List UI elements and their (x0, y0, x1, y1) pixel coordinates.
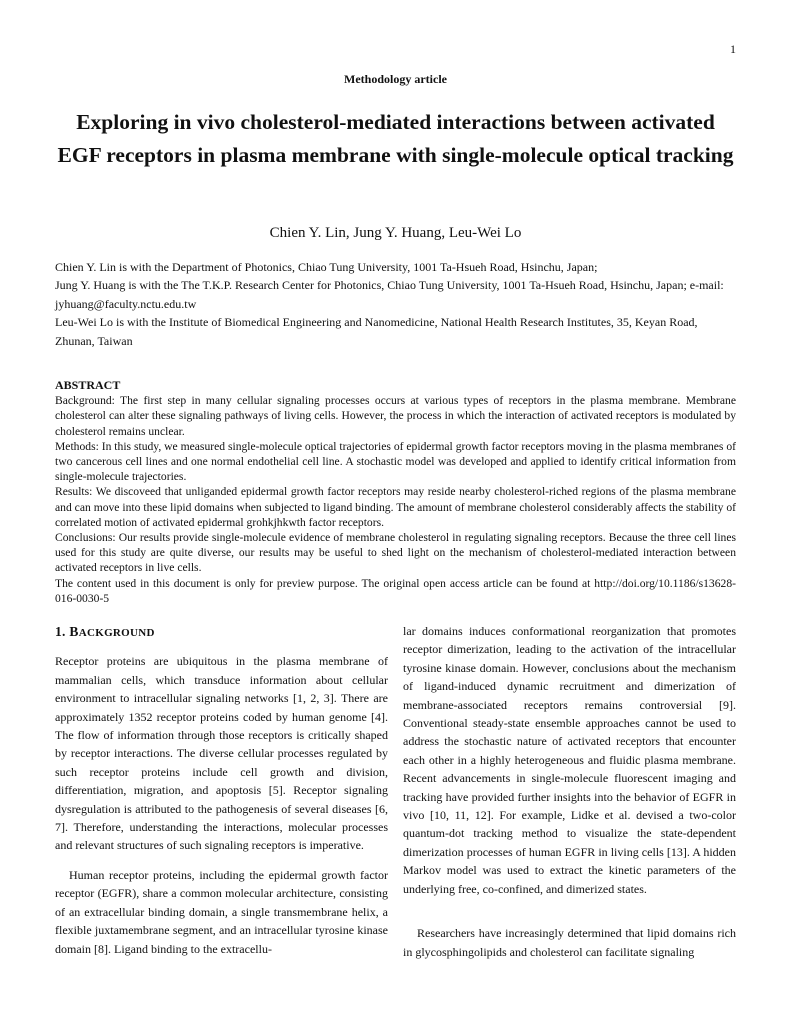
affiliation-1: Chien Y. Lin is with the Department of Photonics, Chiao Tung University, 1001 Ta-Hsueh Road, Hsinchu, Japan; (55, 260, 598, 274)
article-type: Methodology article (344, 72, 447, 86)
abstract-methods: Methods: In this study, we measured single-molecule optical trajectories of epidermal growth factor receptors moving in the plasma membranes of two cancerous cell lines and one normal endothelial cell line. A stochastic model was developed and applied to identify critical information from single-molecule trajectories. (55, 439, 736, 484)
body-paragraph: lar domains induces conformational reorganization that promotes receptor dimerization, leading to the activation of the intracellular tyrosine kinase domain. However, conclusions about the mechanism of ligand-induced dynamic recruitment and dimerization of membrane-associated receptors remains controversial [9]. Conventional steady-state ensemble approaches cannot be used to address the stochastic nature of activated receptors that encounter each other in a highly heterogeneous and fluidic plasma membrane. Recent advancements in single-molecule fluorescent imaging and tracking have provided further insights into the behavior of EGFR in vivo [10, 11, 12]. For example, Lidke et al. devised a two-color quantum-dot tracking method to visualize the state-dependent dimerization processes of human EGFR in living cells [13]. A hidden Markov model was used to extract the kinetic parameters of the underlying free, co-confined, and dimerized states. (403, 624, 736, 896)
abstract-conclusions: Conclusions: Our results provide single-molecule evidence of membrane cholesterol in regulating signaling receptors. Because the three cell lines used for this study are quite diverse, our results may be useful to shed light on the mechanism of cholesterol-mediated interaction between activated receptors in live cells. (55, 531, 736, 575)
section-heading (55, 623, 388, 642)
body-paragraph: Human receptor proteins, including the epidermal growth factor receptor (EGFR), share a common molecular architecture, consisting of an extracellular binding domain, a single transmembrane helix, a flexible juxtamembrane segment, and an intracellular tyrosine kinase domain [8]. Ligand binding to the extracellu- (55, 867, 388, 956)
left-column (55, 623, 388, 958)
body-paragraph: Researchers have increasingly determined that lipid domains rich in glycosphingolipids and cholesterol can facilitate signaling (403, 926, 736, 959)
page-number: 1 (730, 42, 736, 56)
affiliations (55, 258, 736, 350)
abstract-results: Results: We discoveed that unliganded epidermal growth factor receptors may reside nearby cholesterol-riched regions of the plasma membrane and can move into these lipid domains when subjected to ligand binding. The amount of membrane cholesterol considerably affects the stability of correlated motion of activated epidermal grohkjhkwth factor receptors. (55, 485, 736, 529)
affiliation-2: Jung Y. Huang is with the The T.K.P. Research Center for Photonics, Chiao Tung University, 1001 Ta-Hsueh Road, Hsinchu, Japan; e-mail: jyhuang@faculty.nctu.edu.tw (55, 278, 724, 311)
abstract (55, 378, 736, 606)
affiliation-3: Leu-Wei Lo is with the Institute of Biomedical Engineering and Nanomedicine, National Health Research Institutes, 35, Keyan Road, Zhunan, Taiwan (55, 315, 698, 348)
abstract-background: Background: The first step in many cellular signaling processes occurs at various types of receptors in the plasma membrane. Membrane cholesterol can alter these signaling pathways of living cells. However, the process in which the interaction of activated receptors is modulated by cholesterol remains unclear. (55, 394, 736, 438)
abstract-heading: ABSTRACT (55, 378, 121, 392)
section-title-initial: B (69, 624, 79, 639)
paper-title: Exploring in vivo cholesterol-mediated interactions between activated EGF receptors in plasma membrane with single-molecule optical tracking (57, 110, 734, 167)
section-title-rest: ACKGROUND (78, 627, 155, 639)
section-number: 1. (55, 624, 66, 639)
abstract-preview-note: The content used in this document is only for preview purpose. The original open access article can be found at http://doi.org/10.1186/s13628-016-0030-5 (55, 576, 736, 605)
body-paragraph: Receptor proteins are ubiquitous in the plasma membrane of mammalian cells, which transduce information about cellular environment to intracellular signaling networks [1, 2, 3]. There are approximately 1352 receptor proteins coded by human genome [4]. The flow of information through those receptors is critically shaped by receptor interactions. The diverse cellular processes regulated by such receptor proteins include cell growth and division, differentiation, migration, and apoptosis [5]. Receptor signaling dysregulation is attributed to the pathogenesis of several diseases [6, 7]. Therefore, understanding the interactions, molecular processes and relevant structures of such signaling receptors is imperative. (55, 654, 388, 853)
right-column (403, 622, 736, 961)
author-list: Chien Y. Lin, Jung Y. Huang, Leu-Wei Lo (269, 225, 522, 241)
